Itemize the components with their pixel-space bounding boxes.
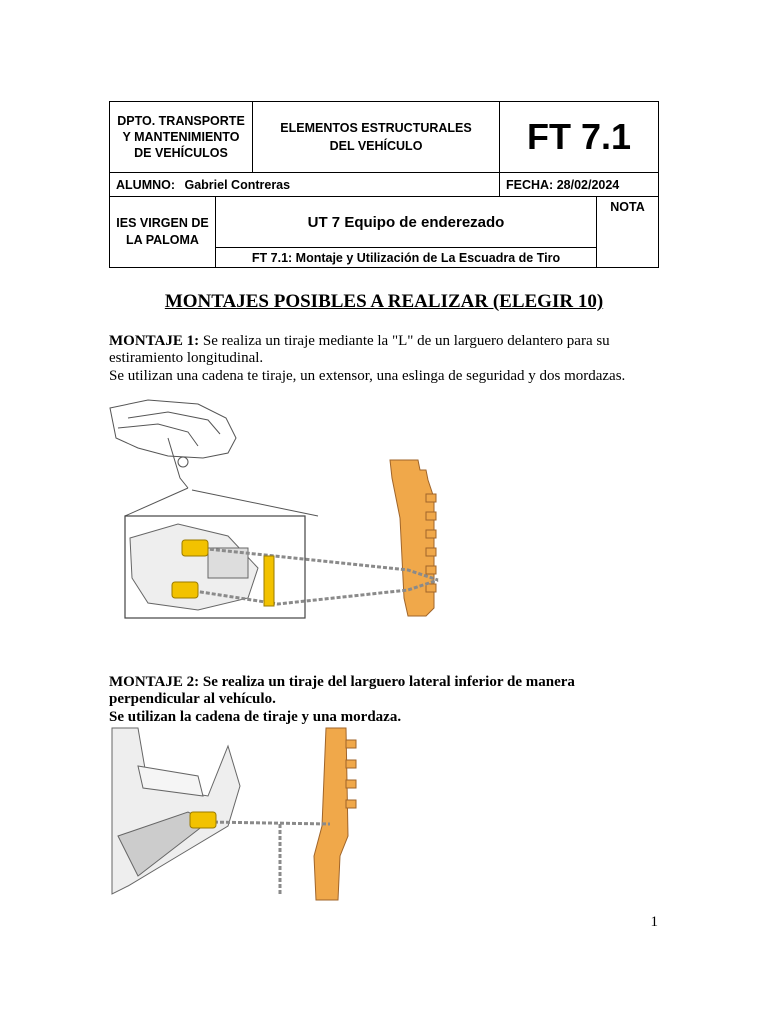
student-label: ALUMNO:	[116, 178, 176, 192]
montaje1-label: MONTAJE 1:	[109, 333, 200, 349]
subject-cell	[252, 101, 500, 173]
montaje2-line1: Se realiza un tiraje del larguero lateral inferior de manera perpendicular al vehículo.	[109, 674, 575, 707]
page-number: 1	[650, 914, 658, 930]
page-title: MONTAJES POSIBLES A REALIZAR (ELEGIR 10)	[164, 291, 604, 312]
montaje1-line1: Se realiza un tiraje mediante la "L" de un larguero delantero para su estiramiento longitudinal.	[109, 333, 610, 366]
code-text: FT 7.1	[526, 116, 632, 157]
car-front-sketch	[110, 400, 236, 488]
school-text: IES VIRGEN DE LA PALOMA	[116, 216, 209, 247]
unit-cell	[215, 196, 597, 248]
vehicle-side-sketch	[112, 728, 240, 894]
subject-text: ELEMENTOS ESTRUCTURALES DEL VEHÍCULO	[280, 121, 472, 153]
sheet-text: FT 7.1: Montaje y Utilización de La Escuadra de Tiro	[251, 250, 561, 265]
montaje1-figure	[108, 398, 448, 646]
montaje2-label: MONTAJE 2:	[109, 674, 200, 690]
pull-tower-2	[314, 728, 356, 900]
unit-text: UT 7 Equipo de enderezado	[307, 213, 505, 231]
montaje2-text	[109, 674, 579, 708]
code-cell	[499, 101, 659, 173]
grade-label: NOTA	[610, 200, 645, 214]
montaje1-text	[109, 333, 649, 367]
dept-text: DPTO. TRANSPORTE Y MANTENIMIENTO DE VEHÍCULOS	[117, 114, 245, 160]
date-text: FECHA: 28/02/2024	[506, 178, 620, 192]
student-cell	[109, 172, 500, 197]
montaje2-line2: Se utilizan la cadena de tiraje y una mordaza.	[109, 709, 402, 725]
clamp-2	[190, 812, 216, 828]
montaje1-line2: Se utilizan una cadena te tiraje, un extensor, una eslinga de seguridad y dos mordazas.	[109, 368, 626, 384]
dept-cell	[109, 101, 253, 173]
school-cell	[109, 196, 216, 268]
pull-chain-2	[208, 822, 330, 896]
sheet-cell	[215, 247, 597, 268]
student-name: Gabriel Contreras	[184, 178, 291, 192]
extensor	[264, 556, 274, 606]
date-cell	[499, 172, 659, 197]
montaje2-figure	[108, 726, 366, 904]
grade-cell	[596, 196, 659, 268]
